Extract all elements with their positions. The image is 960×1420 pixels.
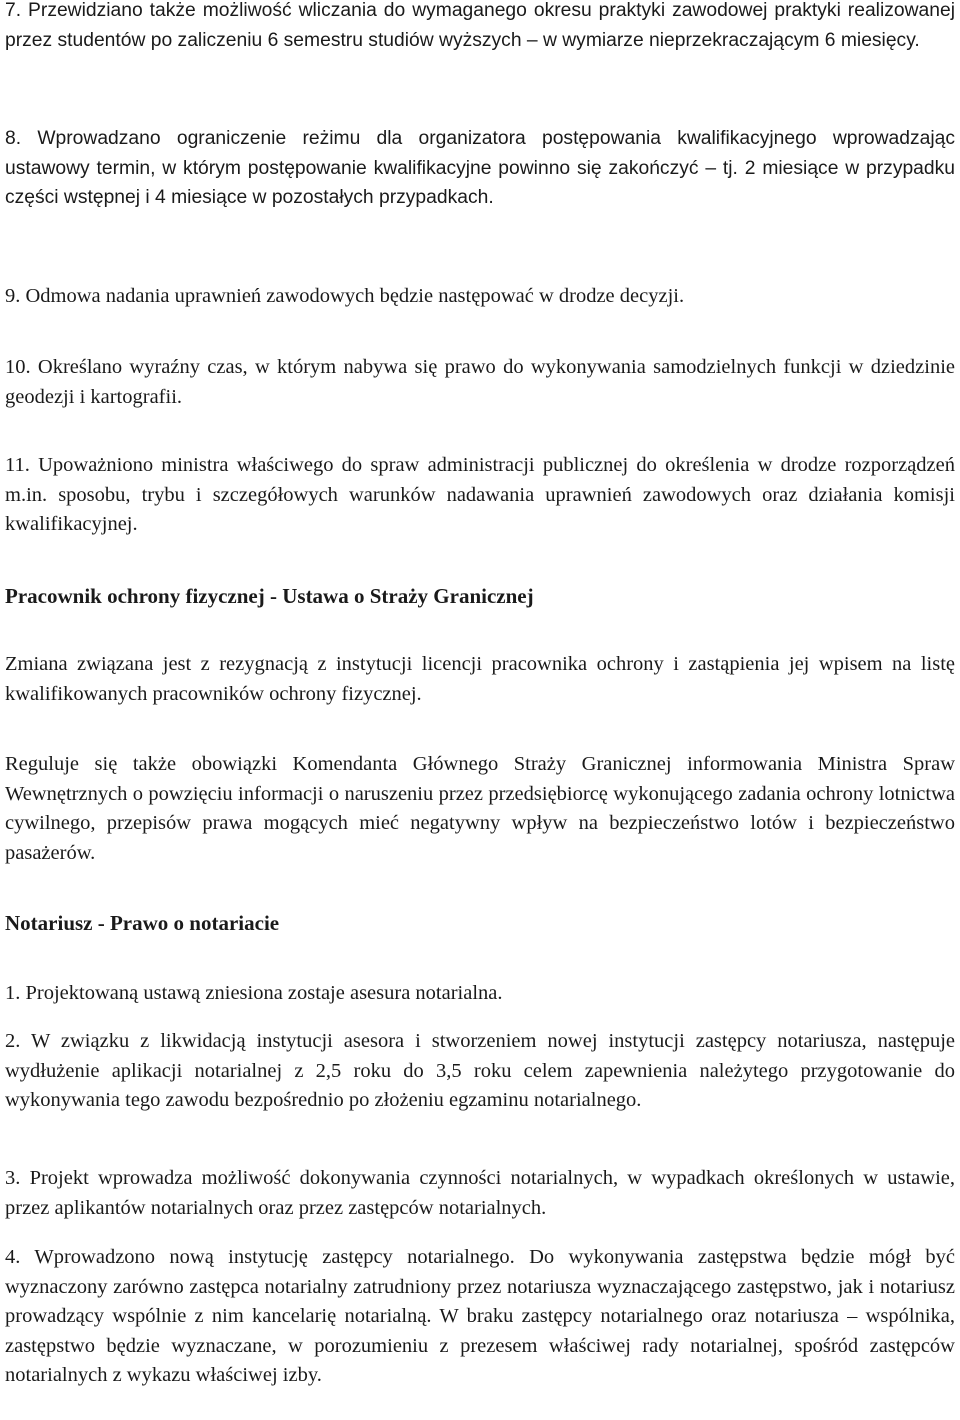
notary-item-1: 1. Projektowaną ustawą zniesiona zostaje asesura notarialna. — [5, 982, 503, 1004]
list-item-9: 9. Odmowa nadania uprawnień zawodowych będzie następować w drodze decyzji. — [5, 285, 685, 307]
notary-item-4: 4. Wprowadzono nową instytucję zastępcy notarialnego. Do wykonywania zastępstwa będzie mógł być wyznaczony zarówno zastępca notarialny zatrudniony przez notariusza wyznaczającego zastępstwo, jak i notariusz prowadzący wspólnie z nim kancelarię notarialną. W braku zastępcy notarialnego oraz notariusza – wspólnika, zastępstwo będzie wyznaczane, w porozumieniu z prezesem właściwej rady notarialnej, spośród zastępców notarialnych z wykazu właściwej izby. — [5, 1246, 955, 1386]
list-item-11: 11. Upoważniono ministra właściwego do spraw administracji publicznej do określenia w drodze rozporządzeń m.in. sposobu, trybu i szczegółowych warunków nadawania uprawnień zawodowych oraz działania komisji kwalifikacyjnej. — [5, 454, 955, 535]
list-item-8: 8. Wprowadzano ograniczenie reżimu dla organizatora postępowania kwalifikacyjnego wprowadzając ustawowy termin, w którym postępowanie kwalifikacyjne powinno się zakończyć – tj. 2 miesiące w przypadku części wstępnej i 4 miesiące w pozostałych przypadkach. — [5, 128, 955, 208]
section-heading-guard: Pracownik ochrony fizycznej - Ustawa o Straży Granicznej — [5, 584, 534, 608]
notary-item-2: 2. W związku z likwidacją instytucji asesora i stworzeniem nowej instytucji zastępcy notariusza, następuje wydłużenie aplikacji notarialnej z 2,5 roku do 3,5 roku celem zapewnienia należytego przygotowanie do wykonywania tego zawodu bezpośrednio po złożeniu egzaminu notarialnego. — [5, 1030, 955, 1111]
guard-paragraph-1: Zmiana związana jest z rezygnacją z instytucji licencji pracownika ochrony i zastąpienia jej wpisem na listę kwalifikowanych pracowników ochrony fizycznej. — [5, 653, 955, 705]
section-heading-notary: Notariusz - Prawo o notariacie — [5, 911, 280, 935]
notary-item-3: 3. Projekt wprowadza możliwość dokonywania czynności notarialnych, w wypadkach określonych w ustawie, przez aplikantów notarialnych oraz przez zastępców notarialnych. — [5, 1167, 955, 1219]
list-item-7: 7. Przewidziano także możliwość wliczania do wymaganego okresu praktyki zawodowej praktyki realizowanej przez studentów po zaliczeniu 6 semestru studiów wyższych – w wymiarze nieprzekraczającym 6 miesięcy. — [5, 0, 955, 51]
guard-paragraph-2: Reguluje się także obowiązki Komendanta Głównego Straży Granicznej informowania Ministra Spraw Wewnętrznych o powzięciu informacji o naruszeniu przez przedsiębiorcę wykonującego zadania ochrony lotnictwa cywilnego, przepisów prawa mogących mieć negatywny wpływ na bezpieczeństwo lotów i bezpieczeństwo pasażerów. — [5, 753, 955, 864]
list-item-10: 10. Określano wyraźny czas, w którym nabywa się prawo do wykonywania samodzielnych funkcji w dziedzinie geodezji i kartografii. — [5, 356, 955, 408]
